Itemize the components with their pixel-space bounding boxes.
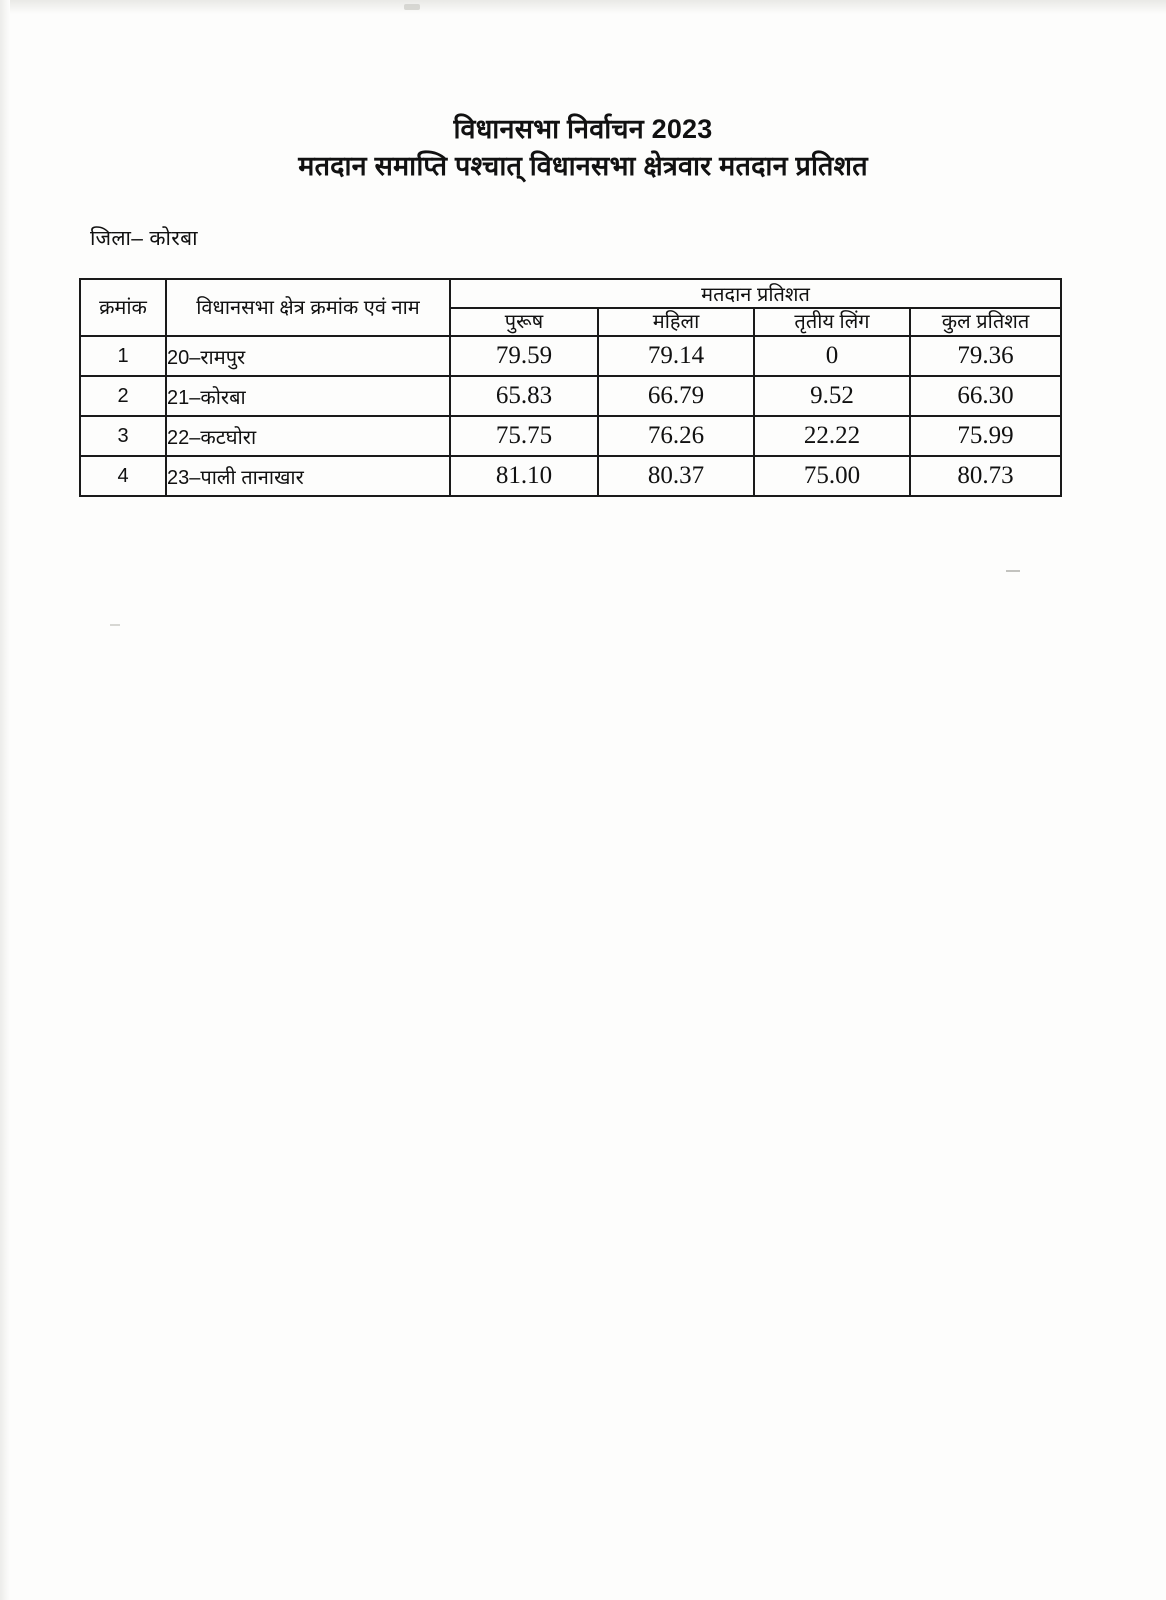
header-group-turnout: मतदान प्रतिशत <box>450 279 1061 308</box>
cell-third-gender: 9.52 <box>754 376 910 416</box>
table-header-row-1 <box>80 279 1061 308</box>
header-female: महिला <box>598 308 754 336</box>
cell-female: 80.37 <box>598 456 754 496</box>
page-left-shading <box>0 0 10 1600</box>
scan-artifact-top <box>404 4 420 10</box>
table-row <box>80 376 1061 416</box>
cell-male: 75.75 <box>450 416 598 456</box>
cell-third-gender: 0 <box>754 336 910 376</box>
voter-turnout-table <box>79 278 1062 497</box>
title-primary: विधानसभा निर्वाचन 2023 <box>453 114 713 144</box>
cell-constituency: 23–पाली तानाखार <box>166 456 450 496</box>
cell-third-gender: 22.22 <box>754 416 910 456</box>
district-label: जिला– कोरबा <box>90 227 198 250</box>
cell-constituency: 21–कोरबा <box>166 376 450 416</box>
cell-serial: 2 <box>80 376 166 416</box>
page-title <box>0 112 1166 186</box>
cell-female: 76.26 <box>598 416 754 456</box>
cell-female: 66.79 <box>598 376 754 416</box>
cell-total: 75.99 <box>910 416 1061 456</box>
cell-total: 66.30 <box>910 376 1061 416</box>
page-top-shading <box>0 0 1166 14</box>
header-constituency: विधानसभा क्षेत्र क्रमांक एवं नाम <box>166 279 450 336</box>
header-total: कुल प्रतिशत <box>910 308 1061 336</box>
scan-artifact-right <box>1006 570 1020 572</box>
header-male: पुरूष <box>450 308 598 336</box>
cell-third-gender: 75.00 <box>754 456 910 496</box>
scan-artifact-left <box>110 624 120 626</box>
table-row <box>80 456 1061 496</box>
cell-male: 65.83 <box>450 376 598 416</box>
header-serial: क्रमांक <box>80 279 166 336</box>
cell-constituency: 22–कटघोरा <box>166 416 450 456</box>
cell-serial: 3 <box>80 416 166 456</box>
cell-total: 79.36 <box>910 336 1061 376</box>
cell-female: 79.14 <box>598 336 754 376</box>
cell-male: 79.59 <box>450 336 598 376</box>
title-secondary: मतदान समाप्ति पश्चात् विधानसभा क्षेत्रवार मतदान प्रतिशत <box>298 151 868 181</box>
cell-serial: 4 <box>80 456 166 496</box>
cell-male: 81.10 <box>450 456 598 496</box>
header-third-gender: तृतीय लिंग <box>754 308 910 336</box>
cell-serial: 1 <box>80 336 166 376</box>
cell-constituency: 20–रामपुर <box>166 336 450 376</box>
cell-total: 80.73 <box>910 456 1061 496</box>
table-row <box>80 336 1061 376</box>
table-row <box>80 416 1061 456</box>
